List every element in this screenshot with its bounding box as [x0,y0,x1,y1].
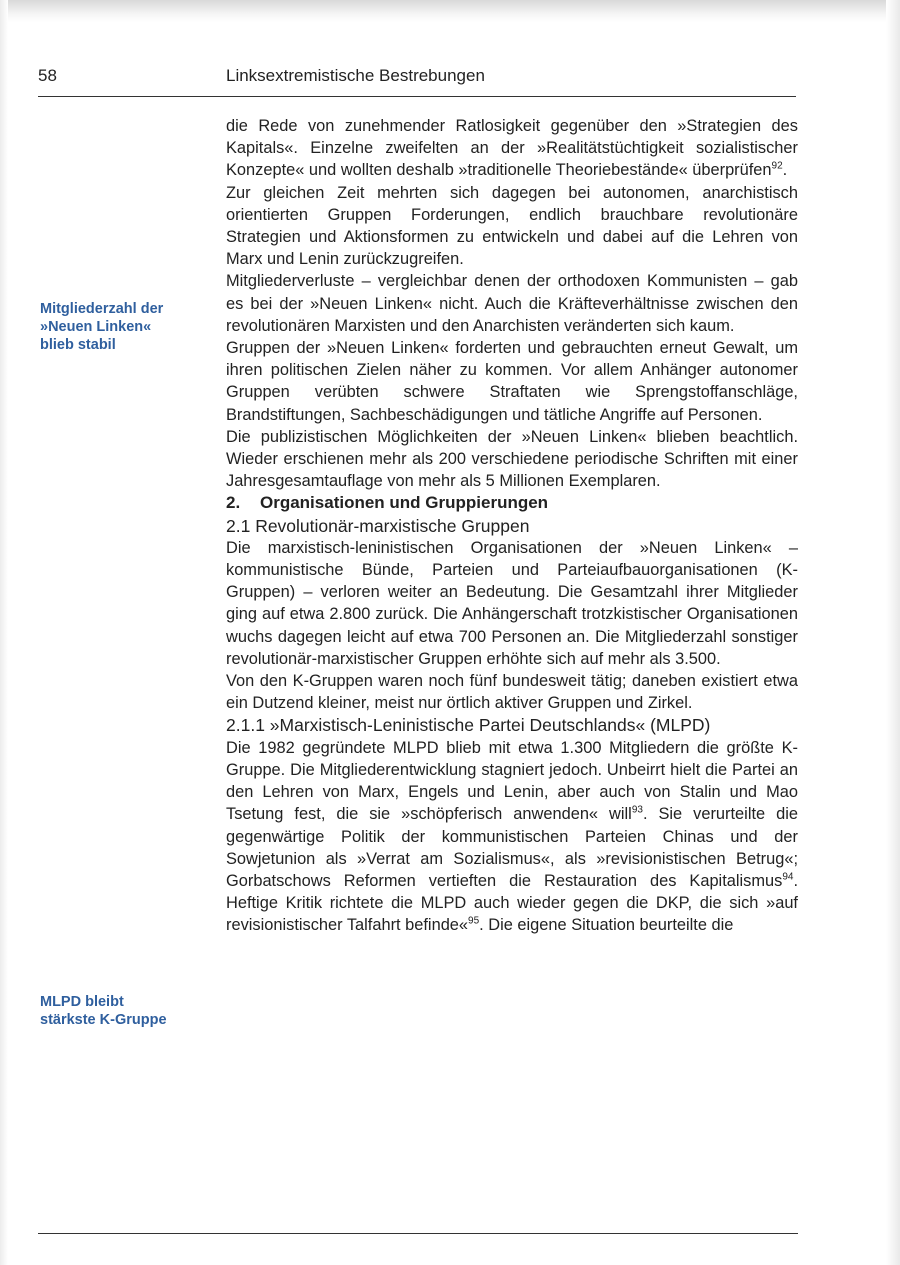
margin-note-membership [40,300,205,354]
section-heading [226,492,798,514]
margin-note-line: Mitgliederzahl der [40,301,164,317]
paragraph: Zur gleichen Zeit mehrten sich dagegen bei autonomen, anarchistisch orientierten Gruppen Forderungen, endlich brauchbare revolutionäre Strategien und Aktionsformen zu entwickeln und dabei auf die Lehren von Marx und Lenin zurückzugreifen. [226,183,798,269]
body-text [226,115,798,937]
page-shadow-top [0,0,900,22]
paragraph: Die marxistisch-leninistischen Organisationen der »Neuen Linken« – kommunistische Bünde, Parteien und Parteiaufbauorganisationen (K-Gruppen) – verloren weiter an Bedeutung. Die Gesamtzahl ihrer Mitglieder ging auf etwa 2.800 zurück. Die Anhängerschaft trotzkistischer Organisationen wuchs dagegen leicht auf etwa 700 Personen an. Die Mitgliederzahl sonstiger revolutionär-marxistischer Gruppen erhöhte sich auf mehr als 3.500. [226,538,798,668]
subsubsection-heading: 2.1.1 »Marxistisch-Leninistische Partei Deutschlands« (MLPD) [226,715,711,736]
footnote-ref: 92 [771,160,783,172]
running-head: Linksextremistische Bestrebungen [226,66,485,85]
footer-rule [38,1233,798,1234]
paragraph: Gruppen der »Neuen Linken« forderten und gebrauchten erneut Gewalt, um ihren politischen Zielen näher zu kommen. Vor allem Anhänger autonomer Gruppen verübten schwere Straftaten wie Sprengstoffanschläge, Brandstiftungen, Sachbeschädigungen und tätliche Angriffe auf Personen. [226,339,798,424]
subsection-heading: 2.1 Revolutionär-marxistische Gruppen [226,515,530,536]
paragraph: Mitgliederverluste – vergleichbar denen der orthodoxen Kommunisten – gab es bei der »Neuen Linken« nicht. Auch die Kräfteverhältnisse zwischen den revolutionären Marxisten und den Anarchisten veränderten sich kaum. [226,272,798,335]
page-shadow-right [886,0,900,1265]
section-number: 2. [226,493,241,513]
margin-note-line: MLPD bleibt [40,994,124,1010]
margin-note-mlpd [40,993,205,1029]
footnote-ref: 93 [631,804,643,816]
margin-note-line: blieb stabil [40,337,116,353]
footnote-ref: 94 [782,871,794,883]
section-title: Organisationen und Gruppierungen [260,493,549,513]
paragraph: die Rede von zunehmender Ratlosigkeit gegenüber den »Strategien des Kapitals«. Einzelne zweifelten an der »Realitätstüchtigkeit sozialistischer Konzepte« und wollten deshalb »traditionelle Theoriebestände« überprüfen$^{92}$. [226,117,798,180]
paragraph: Die publizistischen Möglichkeiten der »Neuen Linken« blieben beachtlich. Wieder erschienen mehr als 200 verschiedene periodische Schriften mit einer Jahresgesamtauflage von mehr als 5 Millionen Exemplaren. [226,427,798,491]
page-header [38,66,796,97]
page-shadow-left [0,0,8,1265]
page-number: 58 [38,66,57,85]
paragraph: Von den K-Gruppen waren noch fünf bundesweit tätig; daneben existiert etwa ein Dutzend kleiner, meist nur örtlich aktiver Gruppen und Zirkel. [226,672,798,713]
paragraph: Die 1982 gegründete MLPD blieb mit etwa 1.300 Mitgliedern die größte K-Gruppe. Die Mitgliederentwicklung stagniert jedoch. Unbeirrt hielt die Partei an den Lehren von Marx, Engels und Lenin, aber auch von Stalin und Mao Tsetung fest, die sie »schöpferisch anwenden« will$^{93}$. Sie verurteilte die gegenwärtige Politik der kommunistischen Parteien Chinas und der Sowjetunion als »Verrat am Sozialismus«, als »revisionistischen Betrug«; Gorbatschows Reformen vertieften die Restauration des Kapitalismus$^{94}$. Heftige Kritik richtete die MLPD auch wieder gegen die DKP, die sich »auf revisionistischer Talfahrt befinde«$^{95}$. Die eigene Situation beurteilte die [226,738,798,935]
margin-note-line: stärkste K-Gruppe [40,1012,167,1028]
margin-note-line: »Neuen Linken« [40,319,152,335]
footnote-ref: 95 [468,915,480,927]
